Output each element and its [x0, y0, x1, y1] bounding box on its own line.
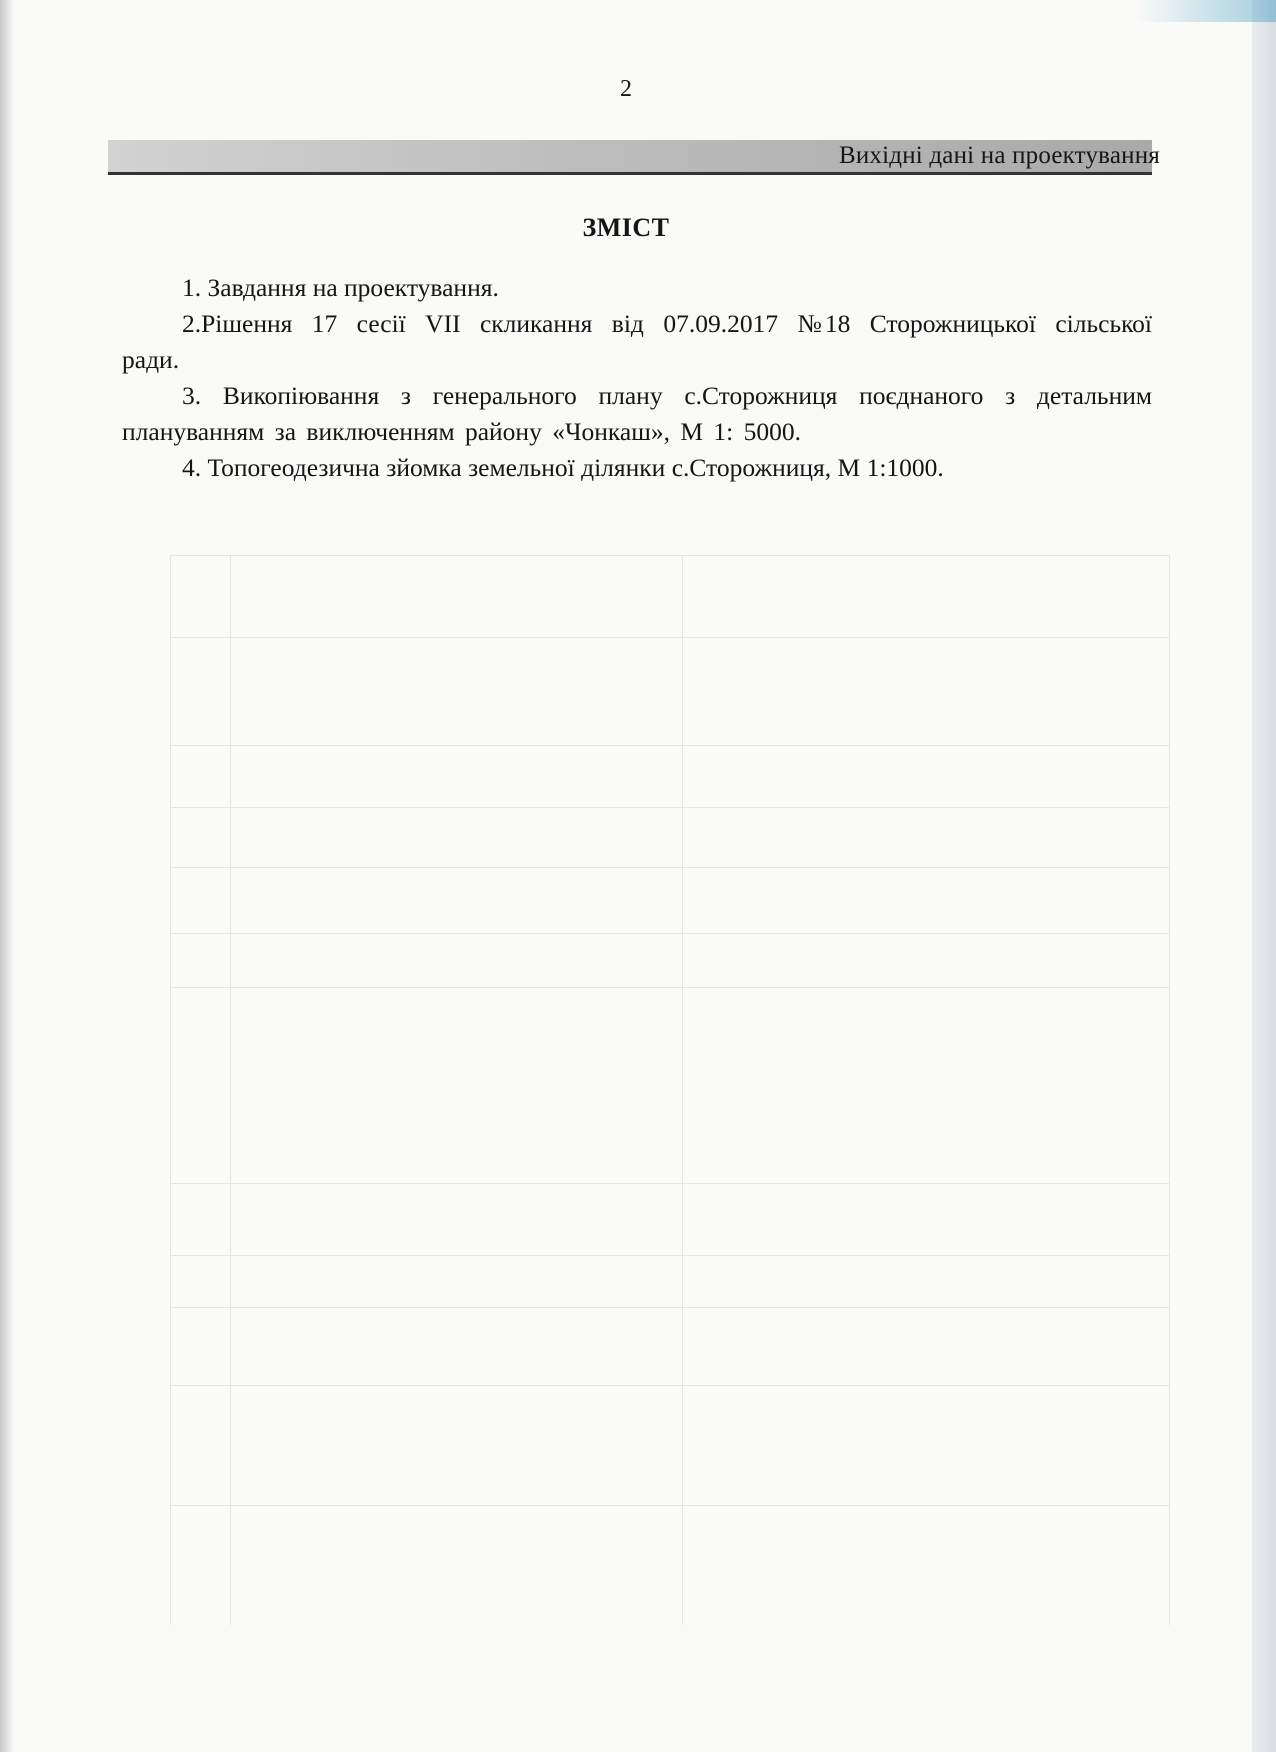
contents-item-1: 1. Завдання на проектування.: [182, 273, 499, 302]
contents-list: [122, 270, 1152, 486]
scan-top-tint: [1136, 0, 1276, 22]
contents-item-3: 3. Викопіювання з генерального плану с.Сторожниця поєднаного з детальним плануванням за виключенням району «Чонкаш», М 1: 5000.: [122, 381, 1152, 446]
contents-item-2: 2.Рішення 17 сесії VII скликання від 07.09.2017 №18 Сторожницької сільської ради.: [122, 309, 1152, 374]
header-title: Вихідні дані на проектування: [838, 142, 1160, 169]
scan-left-shadow: [0, 0, 14, 1752]
scan-right-edge: [1252, 0, 1276, 1752]
document-title: ЗМІСТ: [582, 213, 670, 242]
page-number: 2: [620, 76, 632, 102]
header-rule: [108, 172, 1152, 175]
bleed-through-table: [170, 555, 1170, 1625]
contents-item-4: 4. Топогеодезична зйомка земельної ділянки с.Сторожниця, М 1:1000.: [182, 453, 944, 482]
